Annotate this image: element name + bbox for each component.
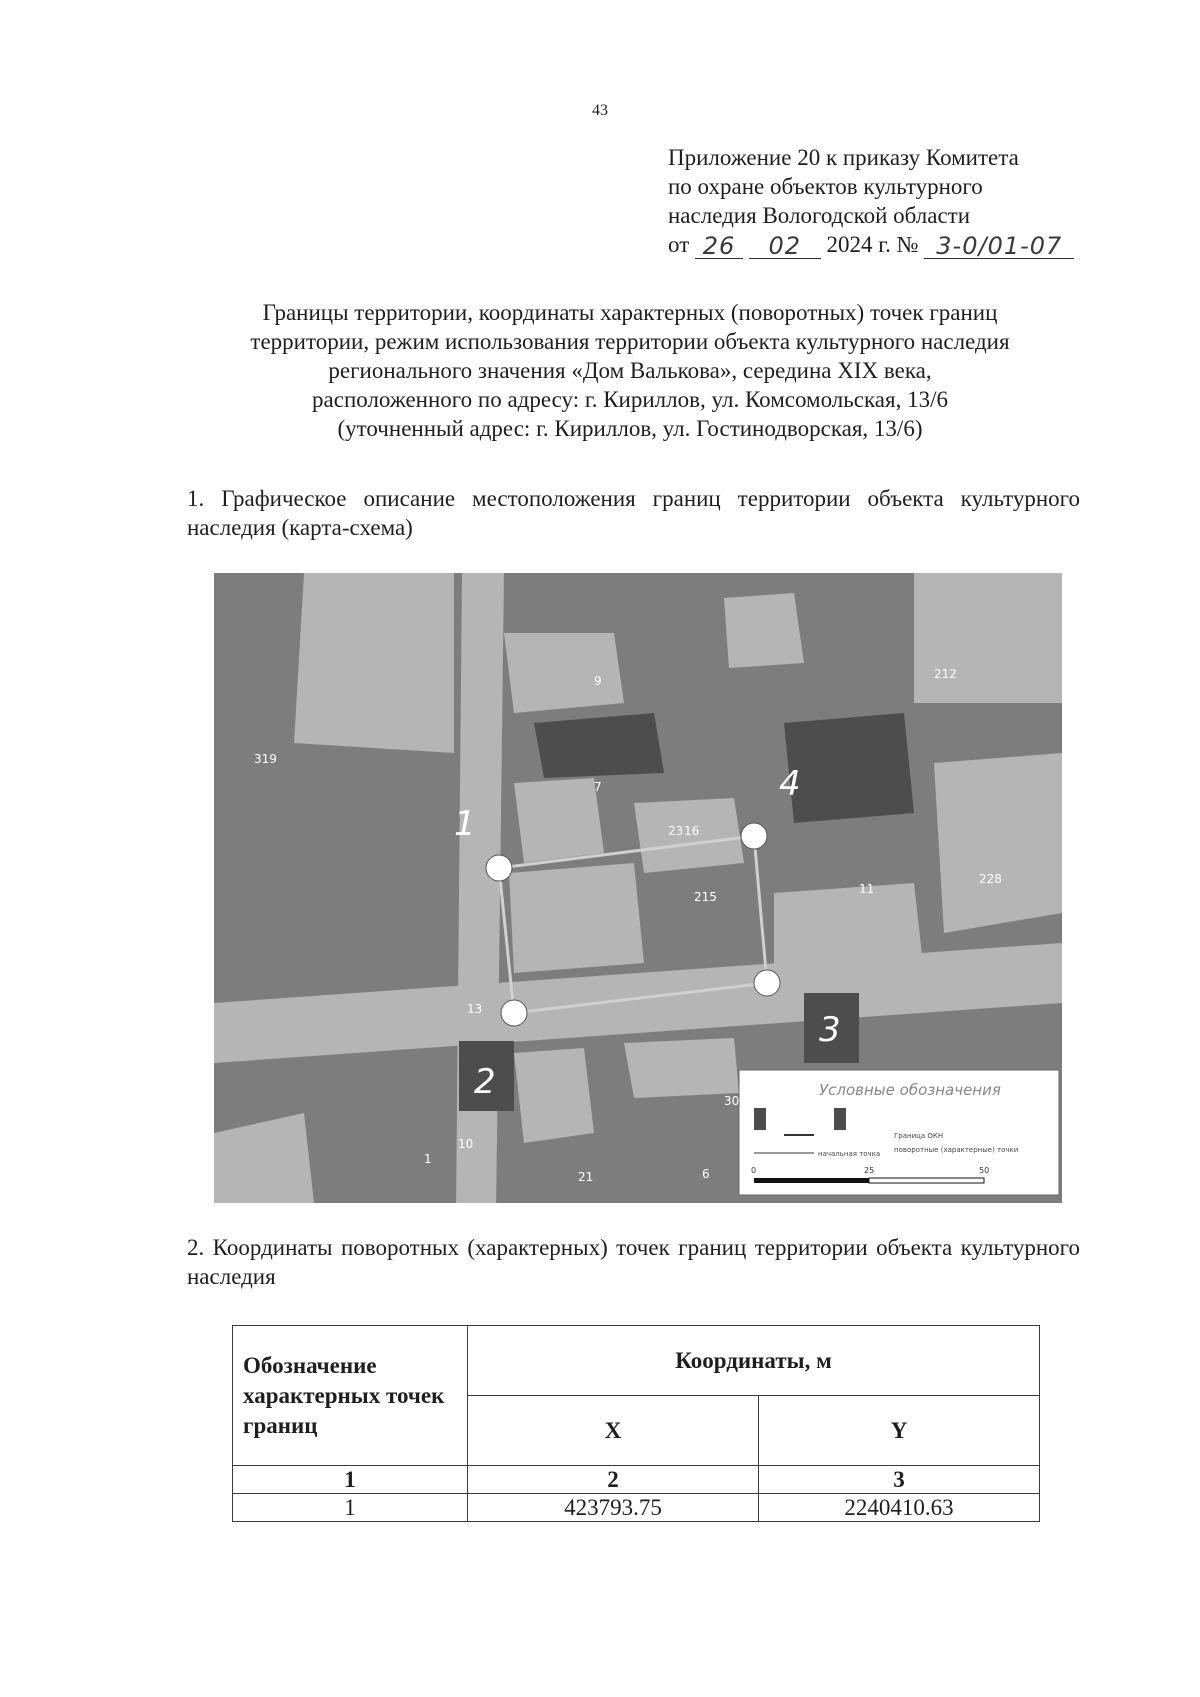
site-map bbox=[214, 573, 1062, 1203]
header-y: Y bbox=[759, 1396, 1040, 1466]
header-x: X bbox=[468, 1396, 759, 1466]
point-label-4: 4 bbox=[779, 764, 801, 804]
house-number: 30 bbox=[724, 1094, 740, 1108]
appendix-line-2: по охране объектов культурного bbox=[668, 174, 983, 199]
point-label-2: 2 bbox=[474, 1062, 496, 1102]
from-label: от bbox=[668, 232, 690, 257]
scale-label: 25 bbox=[864, 1166, 875, 1175]
coordinate-y: 2240410.63 bbox=[759, 1494, 1040, 1522]
boundary-point-1 bbox=[486, 855, 512, 881]
appendix-line-3: наследия Вологодской области bbox=[668, 203, 971, 228]
column-number: 3 bbox=[759, 1466, 1040, 1494]
column-numbers-row bbox=[233, 1466, 1040, 1494]
map-legend bbox=[739, 1070, 1059, 1195]
legend-swatch-2 bbox=[834, 1108, 846, 1130]
house-number: 228 bbox=[979, 872, 1002, 886]
house-number: 21 bbox=[578, 1170, 594, 1184]
handwritten-month: 02 bbox=[749, 232, 821, 259]
document-title bbox=[180, 298, 1080, 443]
house-number: 16 bbox=[684, 824, 700, 838]
table-row bbox=[233, 1494, 1040, 1522]
appendix-line-1: Приложение 20 к приказу Комитета bbox=[668, 145, 1019, 170]
column-number: 1 bbox=[233, 1466, 468, 1494]
scale-label: 0 bbox=[751, 1166, 757, 1175]
year-label: 2024 г. № bbox=[826, 232, 919, 257]
boundary-point-4 bbox=[741, 823, 767, 849]
point-label-3: 3 bbox=[819, 1010, 841, 1050]
header-coordinates: Координаты, м bbox=[468, 1326, 1040, 1396]
house-number: 11 bbox=[859, 882, 875, 896]
house-number: 6 bbox=[702, 1167, 710, 1181]
coordinates-table bbox=[232, 1325, 1040, 1522]
house-number: 1 bbox=[424, 1152, 432, 1166]
house-number: 13 bbox=[467, 1002, 483, 1016]
boundary-point-2 bbox=[501, 1000, 527, 1026]
header-designation: Обозначение характерных точек границ bbox=[233, 1326, 468, 1466]
title-line-4: расположенного по адресу: г. Кириллов, ул. Комсомольская, 13/6 bbox=[312, 387, 948, 412]
column-number: 2 bbox=[468, 1466, 759, 1494]
boundary-point-3 bbox=[754, 970, 780, 996]
house-number: 319 bbox=[254, 752, 277, 766]
legend-item-1: Граница ОКН bbox=[894, 1132, 944, 1140]
handwritten-day: 26 bbox=[695, 232, 743, 259]
legend-swatch-1 bbox=[754, 1108, 766, 1130]
appendix-line-4 bbox=[668, 230, 1108, 259]
point-designation: 1 bbox=[233, 1494, 468, 1522]
legend-title: Условные обозначения bbox=[819, 1081, 1001, 1099]
section-1-heading: 1. Графическое описание местоположения границ территории объекта культурного наследия (карта-схема) bbox=[187, 486, 1080, 540]
appendix-header bbox=[668, 143, 1108, 259]
house-number: 215 bbox=[694, 890, 717, 904]
house-number: 10 bbox=[458, 1137, 474, 1151]
handwritten-order-number: 3-0/01-07 bbox=[924, 232, 1074, 259]
scale-label: 50 bbox=[979, 1166, 990, 1175]
house-number: 212 bbox=[934, 667, 957, 681]
section-2-heading: 2. Координаты поворотных (характерных) точек границ территории объекта культурного наследия bbox=[187, 1235, 1080, 1289]
page-number: 43 bbox=[592, 102, 608, 119]
house-number: 9 bbox=[594, 674, 602, 688]
title-line-1: Границы территории, координаты характерных (поворотных) точек границ bbox=[262, 300, 998, 325]
point-label-1: 1 bbox=[454, 804, 476, 844]
house-number: 23 bbox=[668, 824, 684, 838]
coordinate-x: 423793.75 bbox=[468, 1494, 759, 1522]
title-line-3: регионального значения «Дом Валькова», середина XIX века, bbox=[328, 358, 932, 383]
legend-item-2: поворотные (характерные) точки bbox=[894, 1146, 1019, 1154]
scale-bar-light bbox=[869, 1178, 984, 1183]
legend-item-3: начальная точка bbox=[818, 1150, 881, 1158]
title-line-5: (уточненный адрес: г. Кириллов, ул. Гостинодворская, 13/6) bbox=[337, 416, 923, 441]
scale-bar-dark bbox=[754, 1178, 869, 1183]
house-number: 7 bbox=[594, 780, 602, 794]
title-line-2: территории, режим использования территории объекта культурного наследия bbox=[250, 329, 1010, 354]
